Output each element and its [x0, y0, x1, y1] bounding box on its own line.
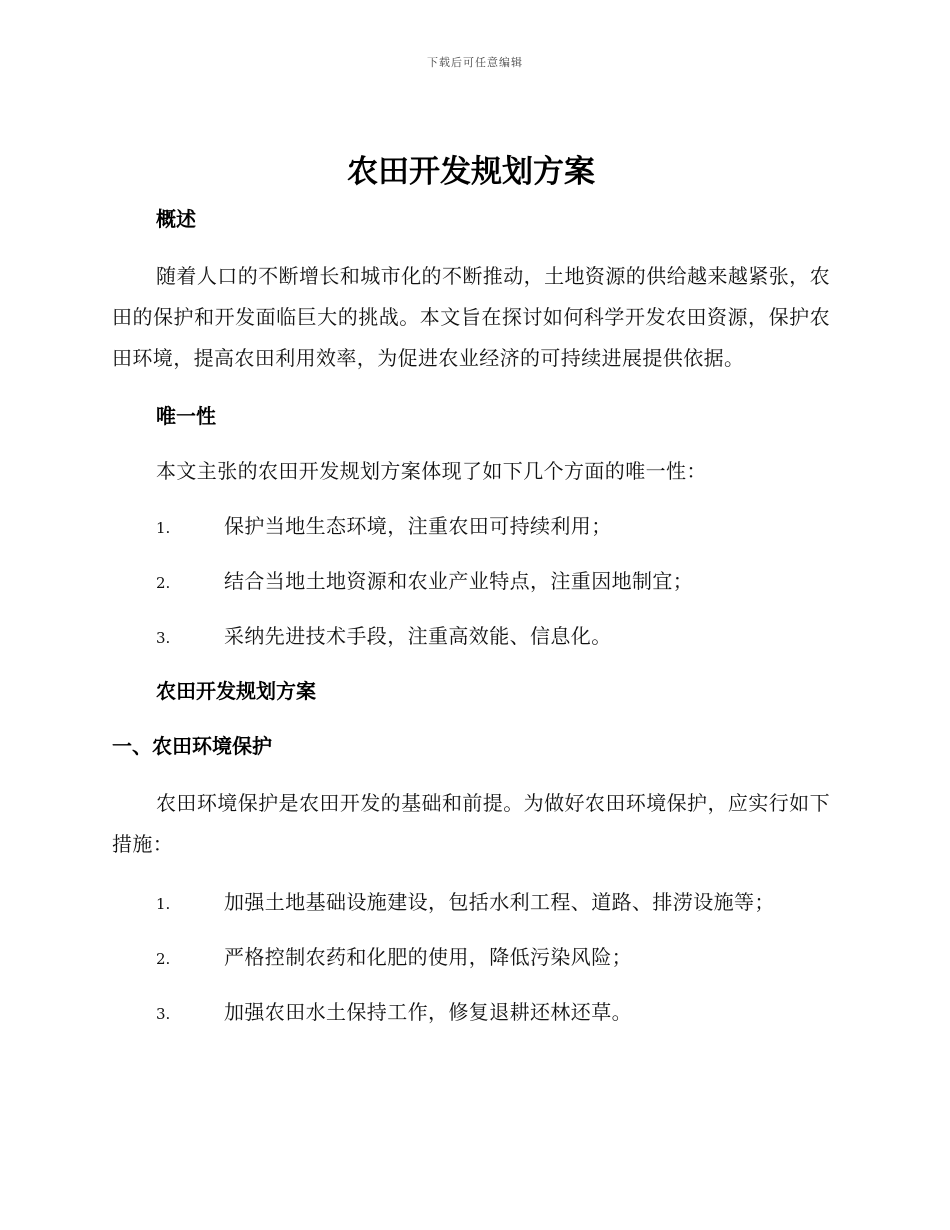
list-item-number: 2.	[156, 574, 171, 592]
overview-paragraph: 随着人口的不断增长和城市化的不断推动，土地资源的供给越来越紧张，农田的保护和开发面临巨大的挑战。本文旨在探讨如何科学开发农田资源，保护农田环境，提高农田利用效率，为促进农业经济的可持续进展提供依据。	[112, 264, 830, 370]
list-item-text: 结合当地土地资源和农业产业特点，注重因地制宜；	[224, 569, 694, 593]
uniqueness-intro: 本文主张的农田开发规划方案体现了如下几个方面的唯一性：	[156, 459, 707, 483]
list-item-text: 加强农田水土保持工作，修复退耕还林还草。	[224, 1000, 632, 1024]
list-item-text: 严格控制农药和化肥的使用，降低污染风险；	[224, 945, 632, 969]
list-item-number: 3.	[156, 1005, 171, 1023]
list-item-number: 3.	[156, 629, 171, 647]
list-item-number: 2.	[156, 950, 171, 968]
list-item	[112, 511, 830, 541]
uniqueness-heading: 唯一性	[156, 404, 216, 428]
list-item	[112, 942, 830, 972]
env-protection-heading: 一、农田环境保护	[112, 734, 272, 758]
uniqueness-list	[112, 511, 830, 651]
list-item	[112, 997, 830, 1027]
list-item	[112, 566, 830, 596]
document-body	[112, 148, 830, 1027]
list-item-text: 采纳先进技术手段，注重高效能、信息化。	[224, 624, 612, 648]
env-protection-paragraph: 农田环境保护是农田开发的基础和前提。为做好农田环境保护，应实行如下措施：	[112, 791, 830, 856]
list-item-number: 1.	[156, 519, 171, 537]
list-item	[112, 621, 830, 651]
env-protection-list	[112, 887, 830, 1027]
page-header-note: 下载后可任意编辑	[427, 56, 523, 69]
list-item-text: 保护当地生态环境，注重农田可持续利用；	[224, 514, 612, 538]
plan-heading: 农田开发规划方案	[156, 679, 316, 703]
list-item	[112, 887, 830, 917]
overview-heading: 概述	[156, 207, 196, 231]
document-title: 农田开发规划方案	[347, 154, 595, 190]
list-item-text: 加强土地基础设施建设，包括水利工程、道路、排涝设施等；	[224, 890, 775, 914]
list-item-number: 1.	[156, 895, 171, 913]
